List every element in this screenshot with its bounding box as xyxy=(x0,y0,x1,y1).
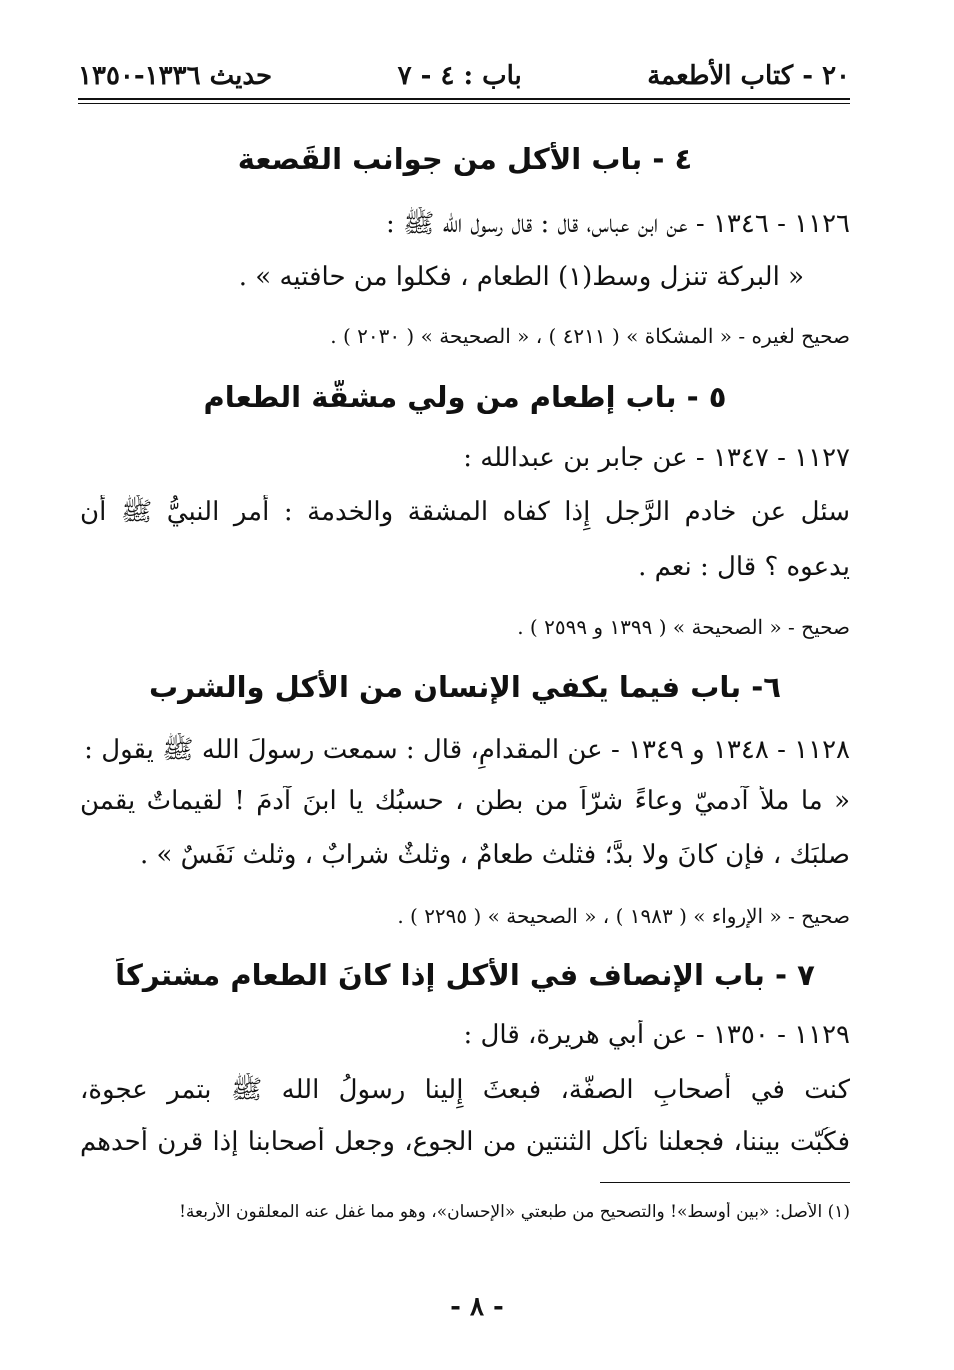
hadith-1128-grading: صحيح - « الإرواء » ( ١٩٨٣ ) ، « الصحيحة » ( ٢٢٩٥ ) . xyxy=(397,904,850,928)
header-rule-thin xyxy=(78,103,850,104)
header-rule xyxy=(78,98,850,100)
page-number: - ٨ - xyxy=(450,1292,504,1322)
section-6-title: ٦- باب فيما يكفي الإنسان من الأَكلِ والشرب xyxy=(149,670,781,704)
hadith-1128-intro: ١١٢٨ - ١٣٤٨ و ١٣٤٩ - عن المقدامِ، قال : سمعت رسولَ الله ﷺ يقول : xyxy=(84,735,850,765)
section-7-title: ٧ - باب الإنصاف في الأَكل إِذا كانَ الطعام مشتركاً xyxy=(115,958,815,992)
footnote: (١) الأصل: «بين أوسط»! والتصحيح من طبعتي «الإحسان»، وهو مما غفل عنه المعلقون الأربعة! xyxy=(179,1202,850,1222)
hadith-1127-intro: ١١٢٧ - ١٣٤٧ - عن جابر بن عبدالله : xyxy=(463,443,850,473)
hadith-1126-grading: صحيح لغيره - « المشكاة » ( ٤٢١١ ) ، « الصحيحة » ( ٢٠٣٠ ) . xyxy=(330,324,850,348)
header-book-title: ٢٠ - كتاب الأطعمة xyxy=(647,61,850,91)
footnote-rule xyxy=(600,1182,850,1183)
hadith-1127-text-line2: يدعوه ؟ قال : نعم . xyxy=(638,552,850,582)
section-4-title: ٤ - باب الأَكل من جوانب القَصعة xyxy=(237,142,693,176)
hadith-1129-text-line2: فكُبّت بيننا، فجعلنا نأكل الثنتين من الجوع، وجعل أَصحابنا إِذا قرن أَحدهم xyxy=(80,1127,850,1157)
hadith-1126-intro: ١١٢٦ - ١٣٤٦ - عن ابن عباس، قال : قال رسول الله ﷺ : xyxy=(385,209,850,239)
hadith-1129-intro: ١١٢٩ - ١٣٥٠ - عن أَبي هريرة، قال : xyxy=(463,1020,850,1050)
hadith-1127-text-line1: سئل عن خادم الرَّجل إِذا كفاه المشقة والخدمة : أَمر النبيُّ ﷺ أن xyxy=(80,497,850,527)
section-5-title: ٥ - باب إِطعام من ولي مشقّة الطعام xyxy=(203,380,727,414)
hadith-1127-grading: صحيح - « الصحيحة » ( ١٣٩٩ و ٢٥٩٩ ) . xyxy=(517,615,850,639)
hadith-1126-text: « البركة تنزل وسط(١) الطعام ، فكلوا من حافتيه » . xyxy=(238,262,804,292)
hadith-1129-text-line1: كنت في أَصحابِ الصفّة، فبعثَ إِلينا رسولُ الله ﷺ بتمر عجوة، xyxy=(80,1075,850,1105)
header-hadith-range: حديث ١٣٣٦-١٣٥٠ xyxy=(78,61,273,91)
running-header xyxy=(78,56,850,96)
hadith-1128-text-line1: « ما ملأَ آدميّ وعاءً شرّاً من بطن ، حسبُك يا ابنَ آدمَ ! لقيماتٌ يقمن xyxy=(80,786,850,816)
hadith-1128-text-line2: صلبَك ، فإن كانَ ولا بدَّ؛ فثلث طعامٌ ، وثلثٌ شرابٌ ، وثلث نَفَسٌ » . xyxy=(139,840,850,870)
header-chapter: باب : ٤ - ٧ xyxy=(397,61,522,91)
